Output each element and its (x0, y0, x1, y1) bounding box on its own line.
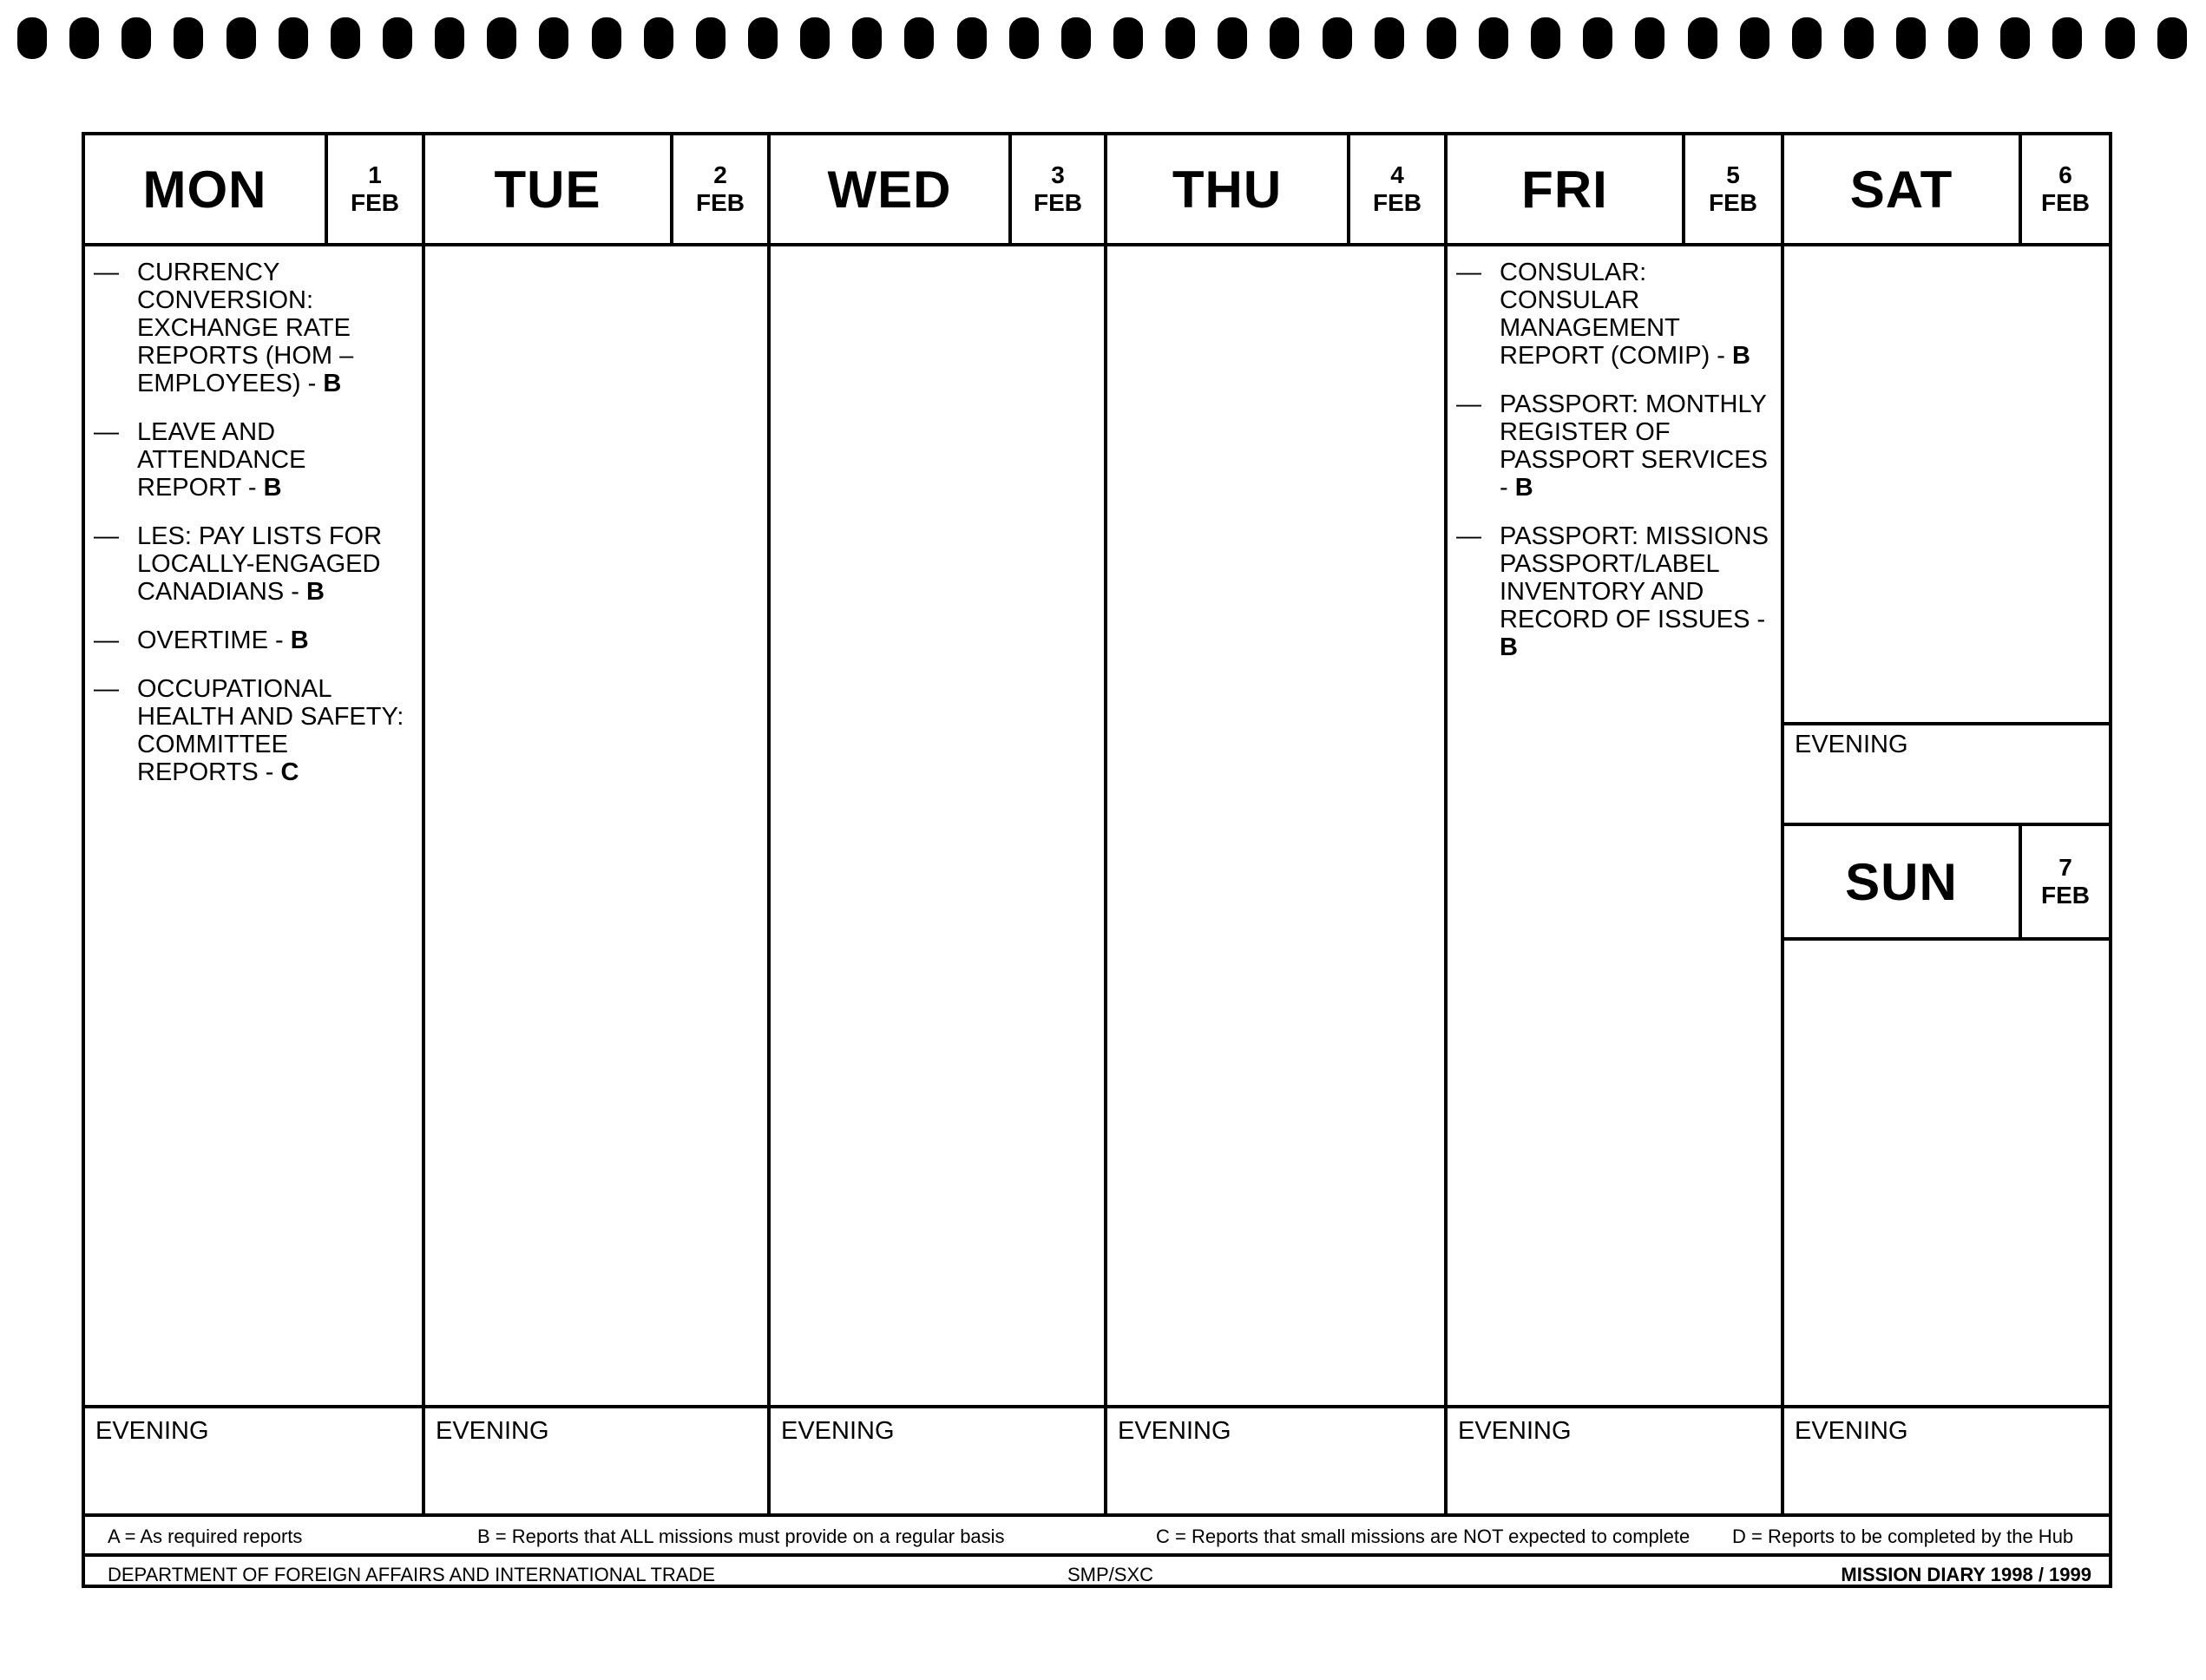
binder-hole (592, 17, 621, 59)
binder-hole (748, 17, 778, 59)
binder-hole (1113, 17, 1143, 59)
date-number: 3 (1051, 161, 1065, 188)
day-header-wednesday (771, 135, 1104, 246)
legend-a: A = As required reports (108, 1526, 303, 1547)
binder-hole (2157, 17, 2187, 59)
entry-dash: — (1456, 259, 1481, 286)
evening-sunday: EVENING (1795, 1417, 1908, 1445)
date-number: 7 (2058, 854, 2072, 881)
binder-hole (1218, 17, 1247, 59)
evening-monday: EVENING (85, 1408, 425, 1513)
date-box (325, 135, 422, 243)
date-month: FEB (696, 189, 745, 216)
diary-entry (94, 627, 413, 654)
binder-hole (1740, 17, 1769, 59)
date-number: 4 (1390, 161, 1404, 188)
entry-text: LES: PAY LISTS FOR LOCALLY-ENGAGED CANADIANS - (137, 522, 383, 606)
entry-code: B (290, 627, 309, 654)
day-name: THU (1172, 160, 1283, 219)
column-monday (85, 135, 425, 1405)
binder-hole (1948, 17, 1978, 59)
date-month: FEB (1373, 189, 1421, 216)
column-wednesday (771, 135, 1107, 1405)
legend-c: C = Reports that small missions are NOT expected to complete (1156, 1526, 1691, 1547)
entry-text: PASSPORT: MONTHLY REGISTER OF PASSPORT SERVICES - (1500, 390, 1768, 502)
date-number: 1 (368, 161, 382, 188)
entry-dash: — (94, 675, 119, 703)
legend-d: D = Reports to be completed by the Hub (1732, 1526, 2074, 1547)
entry-text: PASSPORT: MISSIONS PASSPORT/LABEL INVENTORY AND RECORD OF ISSUES - (1500, 522, 1769, 633)
weekly-diary-page (82, 132, 2112, 1588)
day-header-saturday (1784, 135, 2109, 246)
entry-code: B (323, 370, 342, 397)
day-name: SAT (1849, 160, 1953, 219)
date-number: 5 (1726, 161, 1740, 188)
day-name: WED (827, 160, 952, 219)
footer-code: SMP/SXC (1067, 1564, 1154, 1585)
entry-code: C (280, 758, 299, 786)
binder-hole (174, 17, 203, 59)
binder-hole (2052, 17, 2082, 59)
binder-hole (1009, 17, 1039, 59)
footer-diary: MISSION DIARY 1998 / 1999 (1841, 1564, 2091, 1585)
binder-hole (852, 17, 882, 59)
binder-hole (487, 17, 516, 59)
diary-entry (94, 418, 413, 502)
binder-hole (1270, 17, 1299, 59)
binder-hole (121, 17, 151, 59)
date-month: FEB (2041, 882, 2090, 909)
day-header-sunday (1784, 826, 2109, 941)
day-header-friday (1448, 135, 1781, 246)
date-box (670, 135, 767, 243)
legend-b: B = Reports that ALL missions must provide on a regular basis (477, 1526, 1005, 1547)
monday-entries (85, 246, 422, 786)
evening-row (85, 1405, 2109, 1513)
diary-entry (1456, 259, 1772, 370)
binder-hole (957, 17, 987, 59)
binder-hole (1323, 17, 1352, 59)
date-box (1008, 135, 1104, 243)
evening-tuesday: EVENING (425, 1408, 771, 1513)
binder-hole (331, 17, 360, 59)
binder-hole (435, 17, 464, 59)
day-name: MON (142, 160, 267, 219)
column-thursday (1107, 135, 1448, 1405)
binder-hole (227, 17, 256, 59)
entry-code: B (263, 474, 282, 502)
column-friday (1448, 135, 1784, 1405)
binder-hole (1844, 17, 1874, 59)
binder-hole (1688, 17, 1717, 59)
date-box (1347, 135, 1444, 243)
evening-friday: EVENING (1448, 1408, 1784, 1513)
entry-code: B (1514, 474, 1533, 502)
binder-hole (2000, 17, 2030, 59)
saturday-evening: EVENING (1784, 722, 2109, 826)
entry-code: B (1732, 342, 1750, 370)
friday-entries (1448, 246, 1781, 661)
diary-entry (94, 259, 413, 397)
date-number: 6 (2058, 161, 2072, 188)
diary-entry (94, 675, 413, 786)
binder-hole (539, 17, 568, 59)
column-weekend (1784, 135, 2109, 1405)
column-tuesday (425, 135, 771, 1405)
binder-hole (1479, 17, 1508, 59)
date-box (1682, 135, 1781, 243)
entry-dash: — (1456, 522, 1481, 550)
binder-hole (904, 17, 934, 59)
entry-dash: — (1456, 390, 1481, 418)
binder-hole (1583, 17, 1612, 59)
evening-wednesday: EVENING (771, 1408, 1107, 1513)
entry-text: LEAVE AND ATTENDANCE REPORT - (137, 418, 306, 502)
binder-hole (1165, 17, 1195, 59)
binder-holes (17, 17, 2187, 59)
binder-hole (696, 17, 725, 59)
binder-hole (1531, 17, 1560, 59)
binder-hole (69, 17, 99, 59)
entry-text: OVERTIME - (137, 627, 291, 654)
day-header-tuesday (425, 135, 767, 246)
entry-code: B (305, 578, 325, 606)
binder-hole (1427, 17, 1456, 59)
binder-hole (800, 17, 830, 59)
date-box (2019, 135, 2109, 243)
diary-entry (1456, 390, 1772, 502)
entry-dash: — (94, 418, 119, 446)
date-month: FEB (2041, 189, 2090, 216)
day-name: TUE (494, 160, 601, 219)
binder-hole (1061, 17, 1091, 59)
binder-hole (2105, 17, 2135, 59)
binder-hole (1635, 17, 1664, 59)
legend (85, 1513, 2109, 1553)
entry-text: CURRENCY CONVERSION: EXCHANGE RATE REPORTS (HOM – EMPLOYEES) - (137, 259, 354, 397)
day-name: FRI (1521, 160, 1608, 219)
diary-entry (1456, 522, 1772, 661)
binder-hole (1375, 17, 1404, 59)
day-name: SUN (1845, 852, 1958, 911)
entry-text: OCCUPATIONAL HEALTH AND SAFETY: COMMITTEE REPORTS - (137, 675, 404, 786)
footer (85, 1553, 2109, 1588)
binder-hole (1896, 17, 1926, 59)
binder-hole (17, 17, 47, 59)
date-box (2019, 826, 2109, 937)
diary-entry (94, 522, 413, 606)
date-month: FEB (1709, 189, 1757, 216)
entry-dash: — (94, 627, 119, 654)
entry-text: CONSULAR: CONSULAR MANAGEMENT REPORT (COMIP) - (1500, 259, 1732, 370)
day-header-monday (85, 135, 422, 246)
binder-hole (644, 17, 673, 59)
entry-dash: — (94, 522, 119, 550)
footer-department: DEPARTMENT OF FOREIGN AFFAIRS AND INTERNATIONAL TRADE (108, 1564, 716, 1585)
binder-hole (279, 17, 308, 59)
day-header-thursday (1107, 135, 1444, 246)
entry-code: B (1500, 633, 1518, 661)
entry-dash: — (94, 259, 119, 286)
date-month: FEB (351, 189, 399, 216)
date-month: FEB (1034, 189, 1082, 216)
binder-hole (383, 17, 412, 59)
date-number: 2 (713, 161, 727, 188)
binder-hole (1792, 17, 1822, 59)
evening-thursday: EVENING (1107, 1408, 1448, 1513)
